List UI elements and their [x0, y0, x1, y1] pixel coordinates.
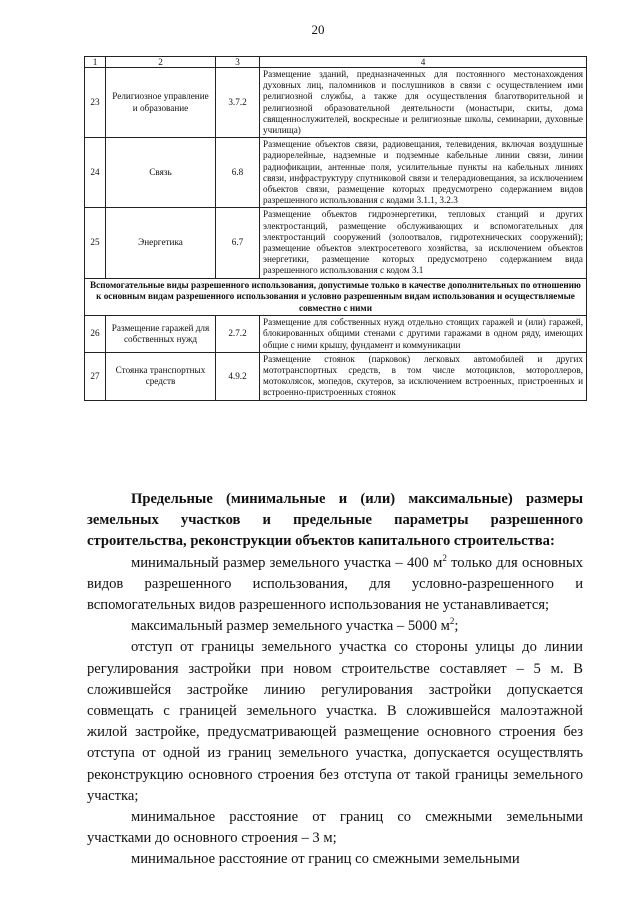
paragraph-min-area [87, 553, 583, 617]
row-number: 26 [85, 316, 106, 353]
body-text [87, 489, 583, 871]
superscript-2: 2 [442, 552, 447, 563]
use-type-code: 6.7 [216, 208, 260, 278]
paragraph-max-area [87, 616, 583, 637]
use-type-description: Размещение объектов связи, радиовещания, телевидения, включая воздушные радиорелейные, надземные и подземные кабельные линии связи, линии радиофикации, антенные поля, усилительные пункты на кабельных линиях связи, инфраструктуру спутниковой связи и телерадиовещания, за исключением объектов связи, размещение которых предусмотрено содержанием видов разрешенного использования с кодами 3.1.1, 3.2.3 [260, 138, 587, 208]
section-heading: Предельные (минимальные и (или) максимальные) размеры земельных участков и предельные параметры разрешенного строительства, реконструкции объектов капитального строительства: [87, 491, 583, 550]
use-type-description: Размещение стоянок (парковок) легковых автомобилей и других мототранспортных средств, в том числе мотоциклов, мотороллеров, мотоколясок, мопедов, скутеров, за исключением встроенных, пристроенных и встроенно-пристроенных стоянок [260, 352, 587, 400]
table-row [85, 68, 587, 138]
min-area-text: минимальный размер земельного участка – 400 м [131, 554, 443, 571]
use-type-name: Стоянка транспортных средств [106, 352, 216, 400]
use-type-code: 2.7.2 [216, 316, 260, 353]
use-type-name: Размещение гаражей для собственных нужд [106, 316, 216, 353]
superscript-2: 2 [449, 616, 455, 627]
table-row [85, 138, 587, 208]
row-number: 23 [85, 68, 106, 138]
use-type-description: Размещение для собственных нужд отдельно стоящих гаражей и (или) гаражей, блокированных общими стенами с другими гаражами в одном ряду, имеющих общие с ними крышу, фундамент и коммуникации [260, 316, 587, 353]
row-number: 24 [85, 138, 106, 208]
max-area-text-rest: ; [454, 618, 459, 635]
use-type-name: Связь [106, 138, 216, 208]
max-area-text: максимальный размер земельного участка – 5000 м [131, 618, 450, 635]
auxiliary-uses-heading: Вспомогательные виды разрешенного использования, допустимые только в качестве дополнительных по отношению к основным видам разрешенного использования и условно разрешенным видам использования и осуществляемые совместно с ними [85, 278, 587, 316]
use-type-description: Размещение объектов гидроэнергетики, тепловых станций и других электростанций, размещение обслуживающих и вспомогательных для электростанций сооружений (золоотвалов, гидротехнических сооружений); размещение объектов электросетевого хозяйства, за исключением объектов энергетики, размещение которых предусмотрено содержанием вида разрешенного использования с кодом 3.1 [260, 208, 587, 278]
use-type-name: Энергетика [106, 208, 216, 278]
table-row [85, 316, 587, 353]
min-area-text-rest: только для основных видов разрешенного использования, для условно-разрешенного и вспомогательных видов разрешенного использования не устанавливается; [87, 554, 583, 614]
use-type-code: 3.7.2 [216, 68, 260, 138]
use-type-name: Религиозное управление и образование [106, 68, 216, 138]
use-type-code: 4.9.2 [216, 352, 260, 400]
column-header-3: 3 [216, 57, 260, 68]
column-header-1: 1 [85, 57, 106, 68]
section-heading-row [85, 278, 587, 316]
table-header-row [85, 57, 587, 68]
page-number: 20 [311, 22, 325, 37]
column-header-2: 2 [106, 57, 216, 68]
use-type-code: 6.8 [216, 138, 260, 208]
paragraph-min-distance-main: минимальное расстояние от границ со смежными земельными участками до основного строения – 3 м; [87, 809, 583, 847]
row-number: 25 [85, 208, 106, 278]
column-header-4: 4 [260, 57, 587, 68]
paragraph-setback-street: отступ от границы земельного участка со стороны улицы до линии регулирования застройки при новом строительстве составляет – 5 м. В сложившейся застройке линию регулирования застройки допускается совмещать с границей земельного участка. В сложившейся малоэтажной жилой застройке, предусматривающей размещение основного строения без отступа от одной из границ земельного участка, допускается осуществлять реконструкцию основного строения без отступа от такой границы земельного участка; [87, 639, 583, 804]
row-number: 27 [85, 352, 106, 400]
table-row [85, 208, 587, 278]
table-row [85, 352, 587, 400]
land-use-table [84, 56, 587, 401]
paragraph-min-distance-next: минимальное расстояние от границ со смежными земельными [131, 851, 520, 868]
use-type-description: Размещение зданий, предназначенных для постоянного местонахождения духовных лиц, паломников и послушников в связи с осуществлением ими религиозной службы, а также для осуществления благотворительной и религиозной образовательной деятельности (монастыри, скиты, дома священнослужителей, воскресные и религиозные школы, семинарии, духовные училища) [260, 68, 587, 138]
